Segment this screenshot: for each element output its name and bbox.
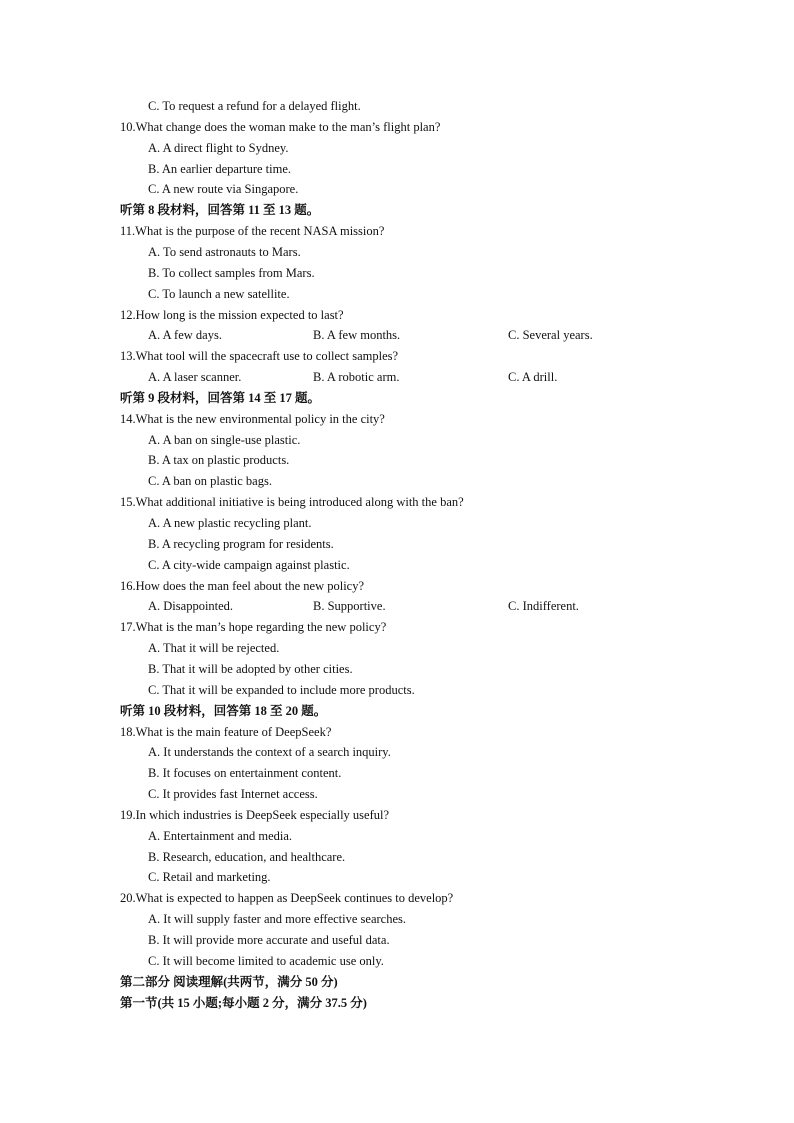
question-text: 11.What is the purpose of the recent NASA mission? xyxy=(120,224,385,238)
option-text: A. A ban on single-use plastic. xyxy=(148,433,301,447)
option-text: C. It provides fast Internet access. xyxy=(148,787,318,801)
option-text: A. A new plastic recycling plant. xyxy=(148,516,312,530)
question-text: 18.What is the main feature of DeepSeek? xyxy=(120,725,332,739)
option-text: B. To collect samples from Mars. xyxy=(148,266,315,280)
option-text: C. To launch a new satellite. xyxy=(148,287,290,301)
option-text: B. A recycling program for residents. xyxy=(148,537,334,551)
section-heading: 听第 9 段材料，回答第 14 至 17 题。 xyxy=(120,391,321,405)
question-text: 14.What is the new environmental policy in the city? xyxy=(120,412,385,426)
option-text: B. Supportive. xyxy=(313,599,386,613)
question-text: 20.What is expected to happen as DeepSeek continues to develop? xyxy=(120,891,454,905)
section-heading: 第一节(共 15 小题;每小题 2 分，满分 37.5 分) xyxy=(120,996,367,1010)
option-text: A. A few days. xyxy=(148,328,222,342)
option-text: C. It will become limited to academic use only. xyxy=(148,954,384,968)
option-text: C. That it will be expanded to include more products. xyxy=(148,683,415,697)
option-text: A. It understands the context of a search inquiry. xyxy=(148,745,391,759)
option-text: C. A city-wide campaign against plastic. xyxy=(148,558,350,572)
question-text: 19.In which industries is DeepSeek especially useful? xyxy=(120,808,390,822)
option-text: B. A few months. xyxy=(313,328,401,342)
option-text: A. Disappointed. xyxy=(148,599,234,613)
option-text: A. It will supply faster and more effective searches. xyxy=(148,912,407,926)
question-text: 12.How long is the mission expected to last? xyxy=(120,308,344,322)
option-text: B. A robotic arm. xyxy=(313,370,400,384)
option-text: C. To request a refund for a delayed flight. xyxy=(148,99,361,113)
section-heading: 听第 10 段材料，回答第 18 至 20 题。 xyxy=(120,704,327,718)
option-text: B. Research, education, and healthcare. xyxy=(148,850,346,864)
option-text: C. A new route via Singapore. xyxy=(148,182,299,196)
option-text: A. A direct flight to Sydney. xyxy=(148,141,289,155)
option-text: A. That it will be rejected. xyxy=(148,641,280,655)
option-text: A. Entertainment and media. xyxy=(148,829,293,843)
question-text: 17.What is the man’s hope regarding the new policy? xyxy=(120,620,387,634)
option-text: A. A laser scanner. xyxy=(148,370,242,384)
option-text: B. An earlier departure time. xyxy=(148,162,291,176)
option-text: B. It focuses on entertainment content. xyxy=(148,766,342,780)
option-text: C. A ban on plastic bags. xyxy=(148,474,272,488)
option-text: C. Several years. xyxy=(508,328,593,342)
option-text: C. A drill. xyxy=(508,370,558,384)
option-text: B. A tax on plastic products. xyxy=(148,453,290,467)
option-text: B. That it will be adopted by other cities. xyxy=(148,662,353,676)
question-text: 10.What change does the woman make to the man’s flight plan? xyxy=(120,120,441,134)
option-text: A. To send astronauts to Mars. xyxy=(148,245,301,259)
section-heading: 听第 8 段材料，回答第 11 至 13 题。 xyxy=(120,203,320,217)
question-text: 15.What additional initiative is being introduced along with the ban? xyxy=(120,495,464,509)
option-text: B. It will provide more accurate and useful data. xyxy=(148,933,390,947)
option-text: C. Indifferent. xyxy=(508,599,579,613)
question-text: 16.How does the man feel about the new policy? xyxy=(120,579,365,593)
section-heading: 第二部分 阅读理解(共两节，满分 50 分) xyxy=(120,975,338,989)
question-text: 13.What tool will the spacecraft use to collect samples? xyxy=(120,349,399,363)
option-text: C. Retail and marketing. xyxy=(148,870,271,884)
